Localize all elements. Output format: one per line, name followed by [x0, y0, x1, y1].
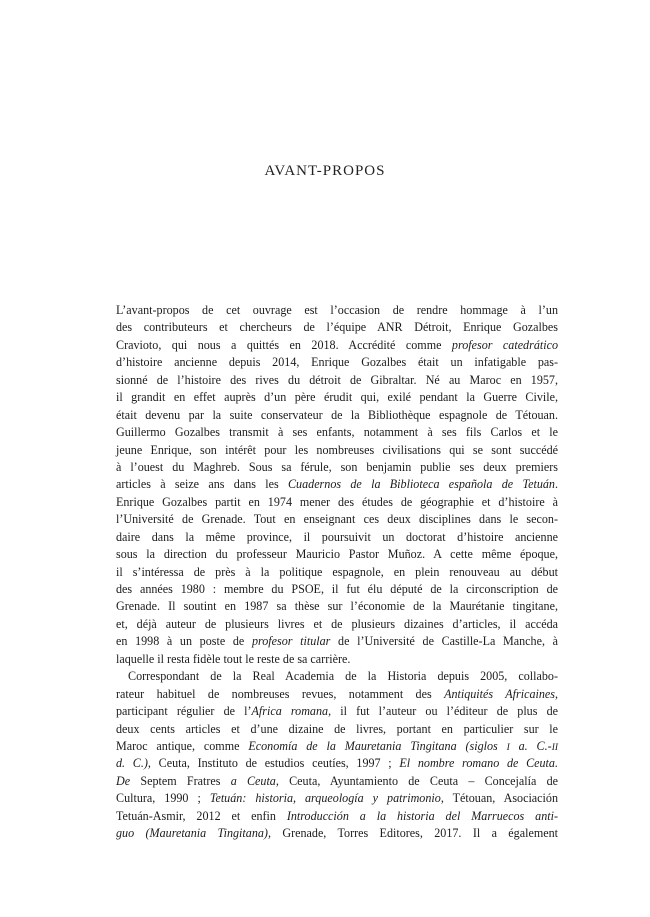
text-line: articles à seize ans dans les Cuadernos de la Biblioteca española de Tetuán.: [116, 477, 558, 492]
text-line: à l’ouest du Maghreb. Sous sa férule, son benjamin publie ses deux premiers: [116, 459, 558, 474]
text-line: en 1998 à un poste de profesor titular de l’Université de Castille-La Manche, à: [116, 634, 558, 649]
text-line: il grandit en effet auprès d’un père érudit qui, exilé pendant la Guerre Civile,: [116, 390, 558, 405]
text-line: guo (Mauretania Tingitana), Grenade, Torres Editores, 2017. Il a également: [116, 826, 558, 841]
text-line: et, déjà auteur de plusieurs livres et de plusieurs dizaines d’articles, il accéda: [116, 616, 558, 631]
text-line: deux cents articles et d’une dizaine de livres, portant en particulier sur le: [116, 721, 558, 736]
text-line: d. C.), Ceuta, Instituto de estudios ceutíes, 1997 ; El nombre romano de Ceuta.: [116, 756, 558, 771]
text-line: l’Université de Grenade. Tout en enseignant ces deux disciplines dans le secon-: [116, 512, 558, 527]
text-line: était devenu par la suite conservateur de la Bibliothèque espagnole de Tétouan.: [116, 407, 558, 422]
text-line: rateur habituel de nombreuses revues, notamment des Antiquités Africaines,: [116, 686, 558, 701]
text-line: des contributeurs et chercheurs de l’équipe ANR Détroit, Enrique Gozalbes: [116, 320, 558, 335]
body-text: [116, 302, 558, 843]
text-line: Guillermo Gozalbes transmit à ses enfants, notamment à ses fils Carlos et le: [116, 425, 558, 440]
text-line: il s’intéressa de près à la politique espagnole, en plein renouveau au début: [116, 564, 558, 579]
text-line: Correspondant de la Real Academia de la Historia depuis 2005, collabo-: [128, 669, 558, 684]
text-line: participant régulier de l’Africa romana, il fut l’auteur ou l’éditeur de plus de: [116, 704, 558, 719]
text-line: Cravioto, qui nous a quittés en 2018. Accrédité comme profesor catedrático: [116, 337, 558, 352]
page-title: AVANT-PROPOS: [264, 163, 386, 179]
text-line: Maroc antique, comme Economía de la Mauretania Tingitana (siglos I a. C.-II: [116, 738, 559, 753]
text-line: d’histoire ancienne depuis 2014, Enrique Gozalbes était un infatigable pas-: [116, 355, 558, 370]
text-line: des années 1980 : membre du PSOE, il fut élu député de la circonscription de: [116, 582, 558, 596]
text-line: Grenade. Il soutint en 1987 sa thèse sur l’économie de la Maurétanie tingitane,: [116, 599, 558, 614]
text-line: sionné de l’histoire des rives du détroit de Gibraltar. Né au Maroc en 1957,: [116, 372, 558, 387]
text-line: Cultura, 1990 ; Tetuán: historia, arqueología y patrimonio, Tétouan, Asociación: [116, 791, 558, 806]
text-line: L’avant-propos de cet ouvrage est l’occasion de rendre hommage à l’un: [116, 303, 558, 317]
text-line: sous la direction du professeur Mauricio Pastor Muñoz. A cette même époque,: [116, 547, 558, 562]
text-line: laquelle il resta fidèle tout le reste de sa carrière.: [116, 651, 351, 666]
text-line: De Septem Fratres a Ceuta, Ceuta, Ayuntamiento de Ceuta – Concejalía de: [116, 773, 558, 788]
text-line: Enrique Gozalbes partit en 1974 mener des études de géographie et d’histoire à: [116, 494, 558, 509]
text-line: jeune Enrique, son intérêt pour les nombreuses civilisations qui se sont succédé: [116, 442, 558, 457]
text-line: daire dans la même province, il poursuivit un doctorat d’histoire ancienne: [116, 529, 558, 544]
text-line: Tetuán-Asmir, 2012 et enfin Introducción a la historia del Marruecos anti-: [116, 808, 558, 823]
